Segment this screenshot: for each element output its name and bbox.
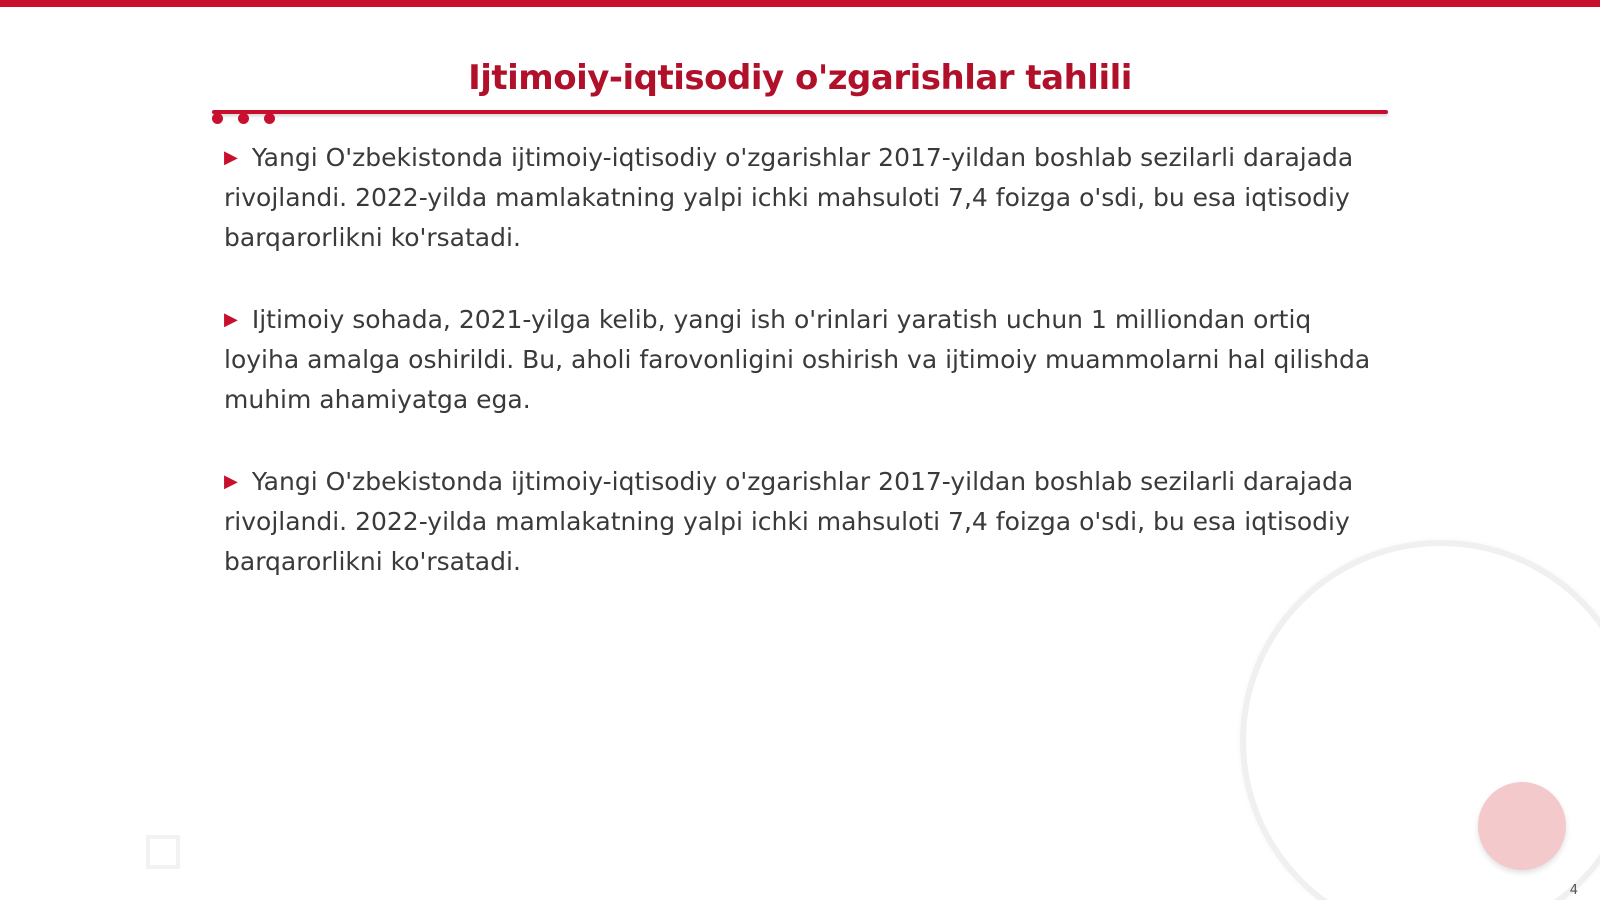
bullet-arrow-icon: ▶ bbox=[224, 309, 238, 330]
page-number: 4 bbox=[1569, 883, 1578, 898]
slide-title: Ijtimoiy-iqtisodiy o'zgarishlar tahlili bbox=[468, 58, 1132, 98]
bullet-paragraph bbox=[224, 138, 1384, 258]
decor-dot bbox=[238, 113, 249, 124]
content-body bbox=[224, 138, 1384, 624]
bullet-arrow-icon: ▶ bbox=[224, 471, 238, 492]
title-underline bbox=[212, 110, 1388, 114]
bullet-arrow-icon: ▶ bbox=[224, 147, 238, 168]
bullet-paragraph bbox=[224, 300, 1384, 420]
paragraph-text: Yangi O'zbekistonda ijtimoiy-iqtisodiy o'zgarishlar 2017-yildan boshlab sezilarli darajada rivojlandi. 2022-yilda mamlakatning yalpi ichki mahsuloti 7,4 foizga o'sdi, bu esa iqtisodiy barqarorlikni ko'rsatadi. bbox=[224, 143, 1354, 252]
top-accent-bar bbox=[0, 0, 1600, 7]
bullet-paragraph bbox=[224, 462, 1384, 582]
decor-dot bbox=[212, 113, 223, 124]
decor-circle-filled bbox=[1478, 782, 1566, 870]
decor-dot bbox=[264, 113, 275, 124]
decor-square-outline bbox=[146, 835, 180, 869]
paragraph-text: Ijtimoiy sohada, 2021-yilga kelib, yangi ish o'rinlari yaratish uchun 1 milliondan ortiq loyiha amalga oshirildi. Bu, aholi farovonligini oshirish va ijtimoiy muammolarni hal qilishda muhim ahamiyatga ega. bbox=[224, 305, 1371, 414]
paragraph-text: Yangi O'zbekistonda ijtimoiy-iqtisodiy o'zgarishlar 2017-yildan boshlab sezilarli darajada rivojlandi. 2022-yilda mamlakatning yalpi ichki mahsuloti 7,4 foizga o'sdi, bu esa iqtisodiy barqarorlikni ko'rsatadi. bbox=[224, 467, 1354, 576]
